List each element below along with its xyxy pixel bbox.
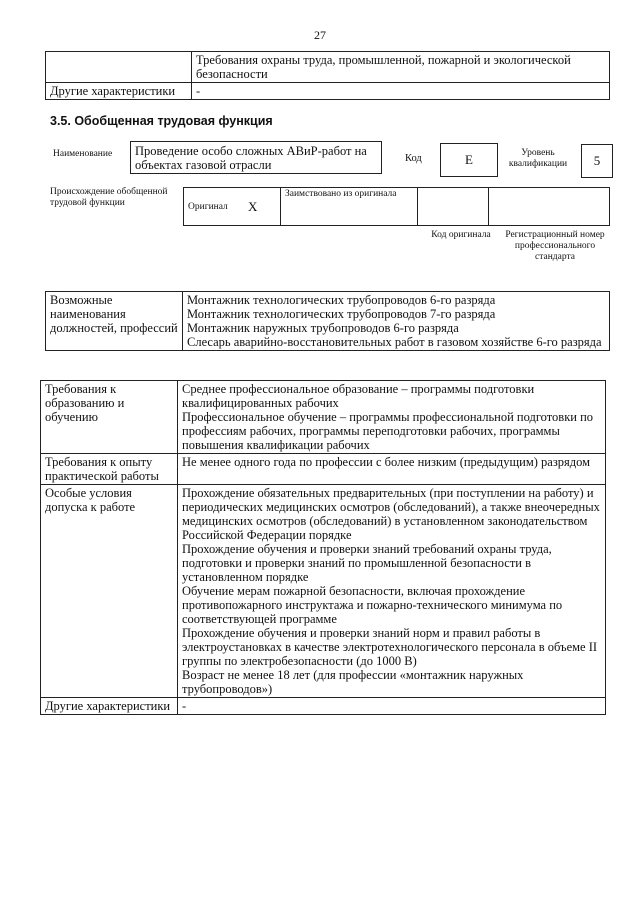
table-row [184,188,610,226]
table-row [46,292,610,351]
table-row [46,52,610,83]
row-label: Требования к образованию и обучению [41,381,178,454]
requirement-line: - [182,699,187,713]
row-label: Другие характеристики [46,83,192,100]
previous-section-table [45,51,610,100]
table-cell [178,381,606,454]
table-row [41,454,606,485]
requirement-line: Прохождение обучения и проверки знаний требований охраны труда, подготовки и проверки знаний по промышленной безопасности в установленном порядке [182,542,552,584]
requirement-line: Возраст не менее 18 лет (для профессии «монтажник наружных трубопроводов») [182,668,524,696]
table-cell: Требования охраны труда, промышленной, пожарной и экологической безопасности [192,52,610,83]
section-title: 3.5. Обобщенная трудовая функция [50,114,273,128]
row-label: Другие характеристики [41,698,178,715]
table-row [46,83,610,100]
original-label: Оригинал [184,188,245,226]
table-cell [183,292,610,351]
original-mark: Х [244,188,281,226]
position-item: Монтажник наружных трубопроводов 6-го разряда [187,321,459,335]
level-label: Уровень квалификации [508,148,568,169]
code-value-box: Е [440,143,498,177]
row-label: Особые условия допуска к работе [41,485,178,698]
requirements-table [40,380,606,715]
requirement-line: Обучение мерам пожарной безопасности, включая прохождение противопожарного инструктажа и пожарно-технического минимума по соответствующей программе [182,584,563,626]
table-cell: - [192,83,610,100]
code-label: Код [405,153,422,164]
requirement-line: Прохождение обязательных предварительных (при поступлении на работу) и периодических медицинских осмотров (обследований), а также внеочередных медицинских осмотров (обследований) в установленном законодательством Российской Федерации порядке [182,486,600,542]
table-row [41,485,606,698]
table-cell [178,454,606,485]
level-value-box: 5 [581,144,613,178]
reg-number-label: Регистрационный номер профессионального стандарта [505,230,605,262]
name-label: Наименование [53,149,113,159]
table-cell [178,485,606,698]
requirement-line: Профессиональное обучение – программы профессиональной подготовки по профессиям рабочих, программы переподготовки рабочих, программы повышения квалификации рабочих [182,410,594,452]
positions-table [45,291,610,351]
position-item: Монтажник технологических трубопроводов 6-го разряда [187,293,496,307]
origin-table [183,187,610,226]
table-row [41,698,606,715]
code-original-label: Код оригинала [431,230,491,240]
row-label: Возможные наименования должностей, профессий [46,292,183,351]
page-number: 27 [314,28,326,42]
requirement-line: Прохождение обучения и проверки знаний норм и правил работы в электроустановках в качестве электротехнологического персонала в объеме II группы по электробезопасности (до 1000 В) [182,626,598,668]
borrowed-label: Заимствовано из оригинала [281,188,418,226]
origin-label: Происхождение обобщенной трудовой функции [50,187,168,208]
requirement-line: Среднее профессиональное образование – программы подготовки квалифицированных рабочих [182,382,535,410]
position-item: Монтажник технологических трубопроводов 7-го разряда [187,307,496,321]
requirement-line: Не менее одного года по профессии с более низким (предыдущим) разрядом [182,455,591,469]
table-row [41,381,606,454]
table-cell [178,698,606,715]
function-name-box: Проведение особо сложных АВиР-работ на объектах газовой отрасли [130,141,382,174]
position-item: Слесарь аварийно-восстановительных работ в газовом хозяйстве 6-го разряда [187,335,602,349]
row-label: Требования к опыту практической работы [41,454,178,485]
